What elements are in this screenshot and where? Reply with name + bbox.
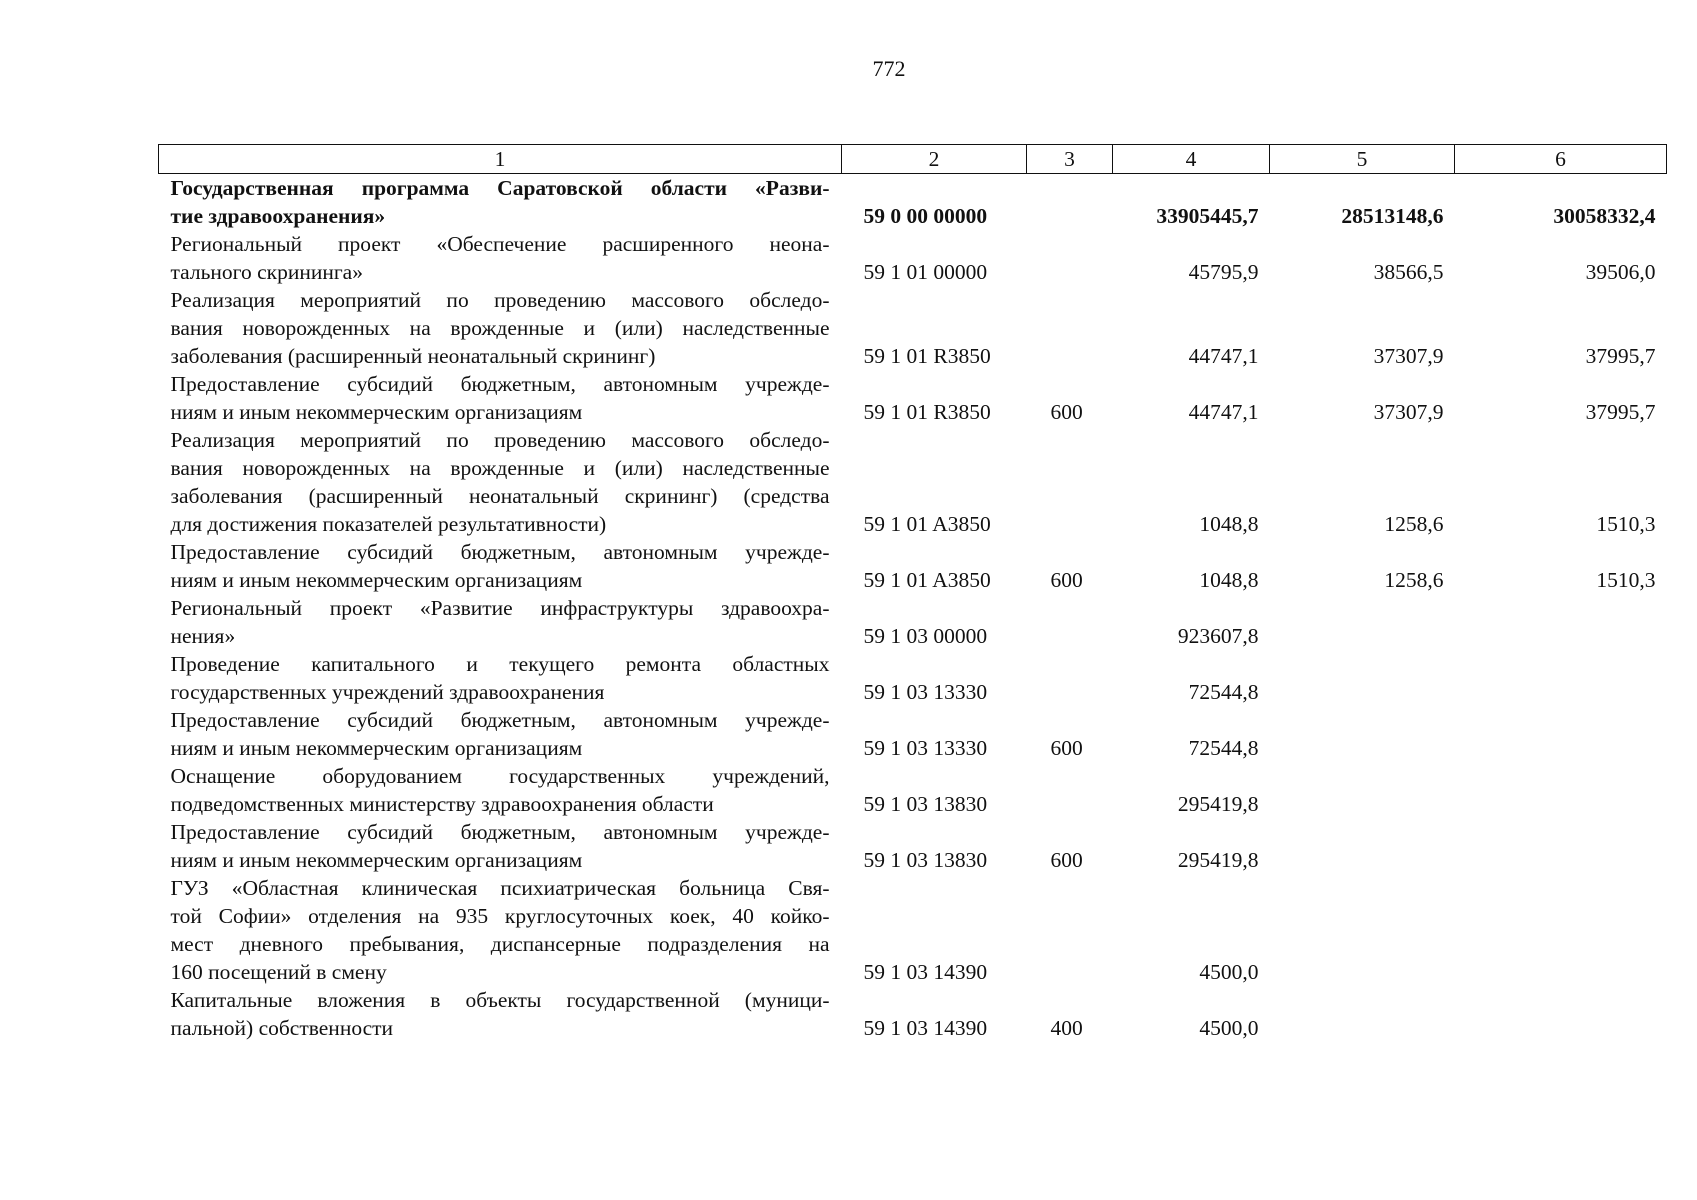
table-row bbox=[159, 174, 1667, 231]
column-header-3: 3 bbox=[1027, 145, 1113, 174]
row-name-line: Оснащение оборудованием государственных учреждений, bbox=[170, 764, 830, 788]
row-code: 59 1 03 13330 bbox=[863, 680, 988, 704]
row-code: 59 1 01 A3850 bbox=[863, 568, 991, 592]
row-name-line: Реализация мероприятий по проведению массового обследо- bbox=[170, 288, 830, 312]
row-name bbox=[159, 230, 842, 286]
table-row bbox=[159, 230, 1667, 286]
row-name-line: Реализация мероприятий по проведению массового обследо- bbox=[170, 428, 830, 452]
row-name-line: Региональный проект «Обеспечение расширенного неона- bbox=[170, 232, 830, 256]
row-value-col5: 28513148,6 bbox=[1341, 204, 1444, 228]
row-value-col6 bbox=[1455, 594, 1667, 650]
row-value-col6: 37995,7 bbox=[1585, 344, 1656, 368]
row-name bbox=[159, 426, 842, 538]
row-value-col4: 44747,1 bbox=[1188, 400, 1259, 424]
row-code: 59 1 03 00000 bbox=[863, 624, 988, 648]
row-expense-type bbox=[1027, 874, 1113, 986]
row-name bbox=[159, 174, 842, 231]
row-value-col5 bbox=[1270, 650, 1455, 706]
row-name-line: заболевания (расширенный неонатальный скрининг) bbox=[170, 344, 656, 368]
table-body bbox=[159, 174, 1667, 1043]
row-value-col6: 39506,0 bbox=[1585, 260, 1656, 284]
row-value-col6: 1510,3 bbox=[1596, 568, 1656, 592]
row-value-col6 bbox=[1455, 986, 1667, 1042]
row-name bbox=[159, 370, 842, 426]
row-name-line: Предоставление субсидий бюджетным, автономным учрежде- bbox=[170, 820, 830, 844]
budget-table bbox=[158, 144, 1667, 1042]
row-name-line: 160 посещений в смену bbox=[170, 960, 387, 984]
row-name-line: Предоставление субсидий бюджетным, автономным учрежде- bbox=[170, 372, 830, 396]
row-name-line: ГУЗ «Областная клиническая психиатрическая больница Свя- bbox=[170, 876, 830, 900]
row-name-line: пальной) собственности bbox=[170, 1016, 394, 1040]
row-code: 59 1 01 A3850 bbox=[863, 512, 991, 536]
table-row bbox=[159, 818, 1667, 874]
row-name-line: ниям и иным некоммерческим организациям bbox=[170, 848, 583, 872]
row-expense-type: 600 bbox=[1050, 848, 1083, 872]
row-value-col4: 72544,8 bbox=[1188, 736, 1259, 760]
row-value-col6 bbox=[1455, 706, 1667, 762]
row-name bbox=[159, 594, 842, 650]
row-expense-type bbox=[1027, 426, 1113, 538]
row-name bbox=[159, 818, 842, 874]
column-header-5: 5 bbox=[1270, 145, 1455, 174]
row-name-line: вания новорожденных на врожденные и (или) наследственные bbox=[170, 456, 830, 480]
row-name-line: нения» bbox=[170, 624, 236, 648]
row-expense-type bbox=[1027, 594, 1113, 650]
column-header-4: 4 bbox=[1113, 145, 1270, 174]
row-expense-type: 600 bbox=[1050, 400, 1083, 424]
table-row bbox=[159, 706, 1667, 762]
table-row bbox=[159, 650, 1667, 706]
row-name-line: тие здравоохранения» bbox=[170, 204, 386, 228]
row-value-col6: 30058332,4 bbox=[1553, 204, 1656, 228]
row-name-line: тального скрининга» bbox=[170, 260, 363, 284]
table-row bbox=[159, 538, 1667, 594]
row-code: 59 1 03 13830 bbox=[863, 848, 988, 872]
row-name-line: ниям и иным некоммерческим организациям bbox=[170, 736, 583, 760]
column-header-2: 2 bbox=[842, 145, 1027, 174]
row-name-line: заболевания (расширенный неонатальный скрининг) (средства bbox=[170, 484, 830, 508]
table-row bbox=[159, 286, 1667, 370]
row-value-col5 bbox=[1270, 874, 1455, 986]
row-value-col4: 1048,8 bbox=[1199, 512, 1259, 536]
row-name-line: Предоставление субсидий бюджетным, автономным учрежде- bbox=[170, 708, 830, 732]
table-row bbox=[159, 594, 1667, 650]
row-value-col4: 295419,8 bbox=[1177, 792, 1259, 816]
row-value-col4: 44747,1 bbox=[1188, 344, 1259, 368]
row-value-col5 bbox=[1270, 706, 1455, 762]
row-value-col4: 33905445,7 bbox=[1156, 204, 1259, 228]
row-value-col4: 45795,9 bbox=[1188, 260, 1259, 284]
row-value-col6: 37995,7 bbox=[1585, 400, 1656, 424]
row-value-col5: 38566,5 bbox=[1373, 260, 1444, 284]
row-value-col4: 1048,8 bbox=[1199, 568, 1259, 592]
row-value-col4: 295419,8 bbox=[1177, 848, 1259, 872]
table-row bbox=[159, 874, 1667, 986]
row-value-col6 bbox=[1455, 650, 1667, 706]
row-value-col6 bbox=[1455, 762, 1667, 818]
row-value-col5: 1258,6 bbox=[1384, 568, 1444, 592]
row-code: 59 1 03 14390 bbox=[863, 1016, 988, 1040]
row-value-col5 bbox=[1270, 762, 1455, 818]
row-name-line: мест дневного пребывания, диспансерные подразделения на bbox=[170, 932, 830, 956]
page-number: 772 bbox=[872, 56, 906, 81]
row-value-col4: 4500,0 bbox=[1199, 1016, 1259, 1040]
row-value-col6 bbox=[1455, 818, 1667, 874]
row-name-line: ниям и иным некоммерческим организациям bbox=[170, 400, 583, 424]
column-header-6: 6 bbox=[1455, 145, 1667, 174]
row-name bbox=[159, 986, 842, 1042]
column-header-1: 1 bbox=[159, 145, 842, 174]
row-expense-type bbox=[1027, 650, 1113, 706]
row-code: 59 1 01 R3850 bbox=[863, 344, 991, 368]
row-name-line: Предоставление субсидий бюджетным, автономным учрежде- bbox=[170, 540, 830, 564]
row-name bbox=[159, 538, 842, 594]
row-code: 59 1 03 13830 bbox=[863, 792, 988, 816]
table-row bbox=[159, 370, 1667, 426]
table-header bbox=[159, 145, 1667, 174]
row-name-line: вания новорожденных на врожденные и (или) наследственные bbox=[170, 316, 830, 340]
row-expense-type bbox=[1027, 230, 1113, 286]
header-row bbox=[159, 145, 1667, 174]
row-expense-type: 600 bbox=[1050, 736, 1083, 760]
row-name-line: Государственная программа Саратовской области «Разви- bbox=[170, 176, 830, 200]
row-code: 59 0 00 00000 bbox=[863, 204, 988, 228]
row-name-line: для достижения показателей результативности) bbox=[170, 512, 607, 536]
table-row bbox=[159, 426, 1667, 538]
row-name bbox=[159, 650, 842, 706]
row-value-col5 bbox=[1270, 986, 1455, 1042]
table-row bbox=[159, 762, 1667, 818]
row-code: 59 1 01 R3850 bbox=[863, 400, 991, 424]
row-expense-type bbox=[1027, 762, 1113, 818]
row-expense-type bbox=[1027, 174, 1113, 231]
row-name-line: Проведение капитального и текущего ремонта областных bbox=[170, 652, 830, 676]
row-expense-type: 400 bbox=[1050, 1016, 1083, 1040]
row-name-line: той Софии» отделения на 935 круглосуточных коек, 40 койко- bbox=[170, 904, 830, 928]
row-code: 59 1 01 00000 bbox=[863, 260, 988, 284]
row-name bbox=[159, 874, 842, 986]
row-name-line: Региональный проект «Развитие инфраструктуры здравоохра- bbox=[170, 596, 830, 620]
row-value-col5 bbox=[1270, 818, 1455, 874]
row-expense-type: 600 bbox=[1050, 568, 1083, 592]
row-code: 59 1 03 13330 bbox=[863, 736, 988, 760]
row-value-col5: 1258,6 bbox=[1384, 512, 1444, 536]
row-expense-type bbox=[1027, 286, 1113, 370]
row-name-line: ниям и иным некоммерческим организациям bbox=[170, 568, 583, 592]
row-value-col4: 72544,8 bbox=[1188, 680, 1259, 704]
row-name bbox=[159, 286, 842, 370]
row-value-col4: 923607,8 bbox=[1177, 624, 1259, 648]
row-value-col6 bbox=[1455, 874, 1667, 986]
table-row bbox=[159, 986, 1667, 1042]
row-name bbox=[159, 762, 842, 818]
row-name-line: Капитальные вложения в объекты государственной (муници- bbox=[170, 988, 830, 1012]
row-value-col5: 37307,9 bbox=[1373, 344, 1444, 368]
row-value-col5: 37307,9 bbox=[1373, 400, 1444, 424]
row-code: 59 1 03 14390 bbox=[863, 960, 988, 984]
row-name-line: государственных учреждений здравоохранения bbox=[170, 680, 605, 704]
row-value-col5 bbox=[1270, 594, 1455, 650]
row-value-col4: 4500,0 bbox=[1199, 960, 1259, 984]
row-name-line: подведомственных министерству здравоохранения области bbox=[170, 792, 714, 816]
row-name bbox=[159, 706, 842, 762]
row-value-col6: 1510,3 bbox=[1596, 512, 1656, 536]
